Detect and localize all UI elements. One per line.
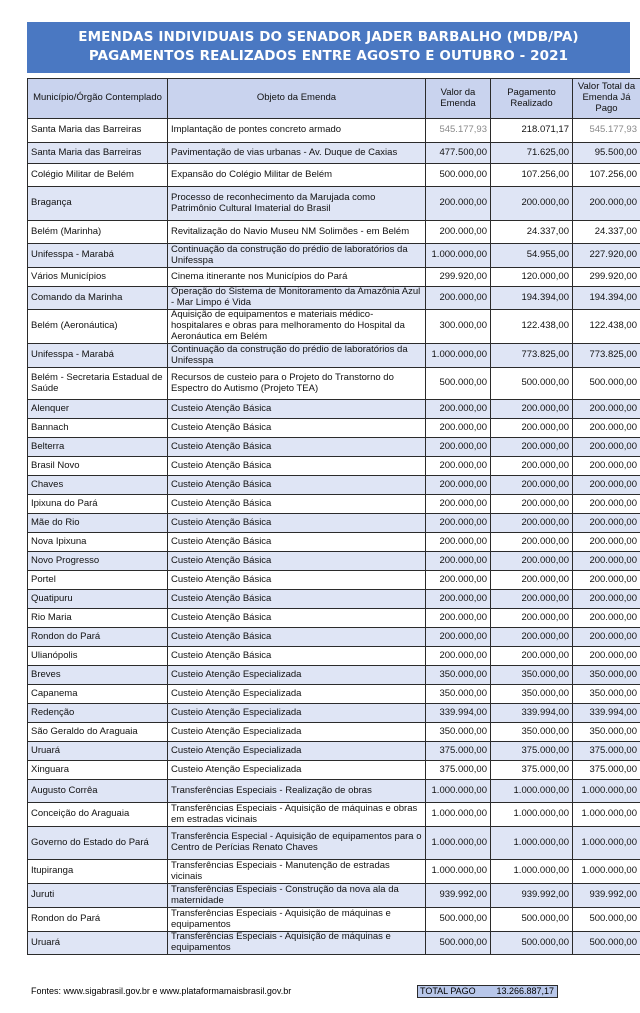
cell-total-pago: 200.000,00: [573, 609, 640, 628]
cell-valor-emenda: 339.994,00: [426, 704, 491, 723]
title-line-2: PAGAMENTOS REALIZADOS ENTRE AGOSTO E OUTUBRO - 2021: [88, 48, 569, 64]
cell-total-pago: 1.000.000,00: [573, 780, 640, 803]
cell-municipio: Mãe do Rio: [28, 514, 168, 533]
cell-objeto: Expansão do Colégio Militar de Belém: [168, 164, 426, 187]
cell-total-pago: 200.000,00: [573, 419, 640, 438]
cell-pagamento: 194.394,00: [491, 287, 573, 310]
cell-valor-emenda: 200.000,00: [426, 287, 491, 310]
cell-total-pago: 200.000,00: [573, 400, 640, 419]
cell-total-pago: 500.000,00: [573, 908, 640, 932]
cell-municipio: Belém (Aeronáutica): [28, 310, 168, 344]
table-row: [28, 666, 640, 685]
cell-objeto: Custeio Atenção Básica: [168, 590, 426, 609]
cell-total-pago: 350.000,00: [573, 666, 640, 685]
table-row: [28, 860, 640, 884]
cell-municipio: Brasil Novo: [28, 457, 168, 476]
cell-total-pago: 350.000,00: [573, 685, 640, 704]
cell-valor-emenda: 350.000,00: [426, 666, 491, 685]
cell-objeto: Custeio Atenção Especializada: [168, 666, 426, 685]
cell-objeto: Custeio Atenção Básica: [168, 495, 426, 514]
table-row: [28, 287, 640, 310]
cell-valor-emenda: 200.000,00: [426, 609, 491, 628]
cell-municipio: Belém (Marinha): [28, 221, 168, 244]
cell-valor-emenda: 1.000.000,00: [426, 827, 491, 860]
cell-total-pago: 200.000,00: [573, 533, 640, 552]
cell-municipio: Bannach: [28, 419, 168, 438]
cell-objeto: Pavimentação de vias urbanas - Av. Duque de Caxias: [168, 143, 426, 164]
table-row: [28, 514, 640, 533]
cell-pagamento: 54.955,00: [491, 244, 573, 268]
table-row: [28, 742, 640, 761]
cell-objeto: Custeio Atenção Básica: [168, 609, 426, 628]
cell-valor-emenda: 500.000,00: [426, 908, 491, 932]
title-banner: [27, 22, 630, 73]
cell-valor-emenda: 200.000,00: [426, 419, 491, 438]
cell-valor-emenda: 200.000,00: [426, 221, 491, 244]
cell-municipio: Unifesspa - Marabá: [28, 244, 168, 268]
cell-valor-emenda: 200.000,00: [426, 495, 491, 514]
cell-total-pago: 500.000,00: [573, 932, 640, 955]
cell-municipio: Novo Progresso: [28, 552, 168, 571]
table-row: [28, 119, 640, 143]
cell-objeto: Custeio Atenção Básica: [168, 457, 426, 476]
cell-objeto: Custeio Atenção Básica: [168, 571, 426, 590]
cell-pagamento: 71.625,00: [491, 143, 573, 164]
cell-pagamento: 773.825,00: [491, 344, 573, 368]
cell-valor-emenda: 375.000,00: [426, 742, 491, 761]
cell-pagamento: 200.000,00: [491, 419, 573, 438]
cell-total-pago: 107.256,00: [573, 164, 640, 187]
total-pago-value: 13.266.887,17: [496, 986, 554, 996]
cell-total-pago: 200.000,00: [573, 476, 640, 495]
cell-municipio: Quatipuru: [28, 590, 168, 609]
table-row: [28, 884, 640, 908]
cell-objeto: Custeio Atenção Básica: [168, 647, 426, 666]
cell-objeto: Custeio Atenção Especializada: [168, 761, 426, 780]
cell-municipio: Unifesspa - Marabá: [28, 344, 168, 368]
table-row: [28, 704, 640, 723]
cell-valor-emenda: 500.000,00: [426, 368, 491, 400]
table-row: [28, 803, 640, 827]
title-line-1: EMENDAS INDIVIDUAIS DO SENADOR JADER BARBALHO (MDB/PA): [78, 29, 579, 45]
cell-valor-emenda: 500.000,00: [426, 164, 491, 187]
emendas-table: [27, 78, 640, 955]
cell-objeto: Transferências Especiais - Aquisição de máquinas e equipamentos: [168, 908, 426, 932]
cell-municipio: Conceição do Araguaia: [28, 803, 168, 827]
cell-total-pago: 24.337,00: [573, 221, 640, 244]
cell-total-pago: 200.000,00: [573, 647, 640, 666]
cell-valor-emenda: 200.000,00: [426, 457, 491, 476]
cell-valor-emenda: 350.000,00: [426, 723, 491, 742]
table-row: [28, 723, 640, 742]
cell-valor-emenda: 200.000,00: [426, 187, 491, 221]
table-row: [28, 685, 640, 704]
cell-pagamento: 350.000,00: [491, 666, 573, 685]
cell-objeto: Custeio Atenção Especializada: [168, 742, 426, 761]
cell-pagamento: 107.256,00: [491, 164, 573, 187]
table-row: [28, 368, 640, 400]
cell-pagamento: 24.337,00: [491, 221, 573, 244]
cell-objeto: Implantação de pontes concreto armado: [168, 119, 426, 143]
table-row: [28, 344, 640, 368]
cell-valor-emenda: 300.000,00: [426, 310, 491, 344]
cell-municipio: Belterra: [28, 438, 168, 457]
cell-valor-emenda: 500.000,00: [426, 932, 491, 955]
col-header-valor: Valor da Emenda: [426, 79, 491, 119]
cell-objeto: Custeio Atenção Especializada: [168, 723, 426, 742]
table-row: [28, 571, 640, 590]
cell-objeto: Custeio Atenção Básica: [168, 514, 426, 533]
cell-municipio: Redenção: [28, 704, 168, 723]
cell-objeto: Custeio Atenção Básica: [168, 400, 426, 419]
cell-pagamento: 200.000,00: [491, 571, 573, 590]
col-header-objeto: Objeto da Emenda: [168, 79, 426, 119]
cell-municipio: Belém - Secretaria Estadual de Saúde: [28, 368, 168, 400]
cell-municipio: Ulianópolis: [28, 647, 168, 666]
cell-pagamento: 200.000,00: [491, 552, 573, 571]
table-row: [28, 221, 640, 244]
col-header-pagamento: Pagamento Realizado: [491, 79, 573, 119]
cell-municipio: Portel: [28, 571, 168, 590]
cell-pagamento: 1.000.000,00: [491, 827, 573, 860]
cell-objeto: Cinema itinerante nos Municípios do Pará: [168, 268, 426, 287]
cell-objeto: Custeio Atenção Básica: [168, 419, 426, 438]
cell-objeto: Operação do Sistema de Monitoramento da Amazônia Azul - Mar Limpo é Vida: [168, 287, 426, 310]
cell-pagamento: 200.000,00: [491, 187, 573, 221]
cell-municipio: Augusto Corrêa: [28, 780, 168, 803]
cell-pagamento: 500.000,00: [491, 908, 573, 932]
cell-pagamento: 500.000,00: [491, 368, 573, 400]
cell-objeto: Custeio Atenção Especializada: [168, 685, 426, 704]
cell-municipio: Comando da Marinha: [28, 287, 168, 310]
cell-pagamento: 200.000,00: [491, 628, 573, 647]
table-row: [28, 143, 640, 164]
cell-municipio: Xinguara: [28, 761, 168, 780]
table-row: [28, 164, 640, 187]
table-row: [28, 932, 640, 955]
cell-valor-emenda: 1.000.000,00: [426, 344, 491, 368]
cell-valor-emenda: 1.000.000,00: [426, 244, 491, 268]
cell-valor-emenda: 350.000,00: [426, 685, 491, 704]
cell-valor-emenda: 1.000.000,00: [426, 803, 491, 827]
cell-pagamento: 200.000,00: [491, 476, 573, 495]
cell-pagamento: 1.000.000,00: [491, 860, 573, 884]
cell-municipio: Uruará: [28, 742, 168, 761]
cell-municipio: Alenquer: [28, 400, 168, 419]
cell-municipio: Nova Ipixuna: [28, 533, 168, 552]
table-header-row: [28, 79, 640, 119]
cell-total-pago: 200.000,00: [573, 628, 640, 647]
cell-valor-emenda: 200.000,00: [426, 438, 491, 457]
cell-objeto: Custeio Atenção Básica: [168, 628, 426, 647]
cell-total-pago: 200.000,00: [573, 187, 640, 221]
table-row: [28, 533, 640, 552]
cell-objeto: Continuação da construção do prédio de laboratórios da Unifesspa: [168, 344, 426, 368]
cell-pagamento: 200.000,00: [491, 609, 573, 628]
cell-valor-emenda: 477.500,00: [426, 143, 491, 164]
cell-pagamento: 200.000,00: [491, 590, 573, 609]
cell-total-pago: 200.000,00: [573, 571, 640, 590]
cell-total-pago: 200.000,00: [573, 590, 640, 609]
cell-total-pago: 375.000,00: [573, 761, 640, 780]
cell-objeto: Transferências Especiais - Aquisição de máquinas e equipamentos: [168, 932, 426, 955]
cell-municipio: Breves: [28, 666, 168, 685]
cell-valor-emenda: 200.000,00: [426, 514, 491, 533]
table-row: [28, 628, 640, 647]
cell-valor-emenda: 200.000,00: [426, 647, 491, 666]
table-row: [28, 457, 640, 476]
sources-note: Fontes: www.sigabrasil.gov.br e www.plataformamaisbrasil.gov.br: [31, 986, 292, 996]
cell-total-pago: 545.177,93: [573, 119, 640, 143]
cell-valor-emenda: 545.177,93: [426, 119, 491, 143]
col-header-municipio: Município/Órgão Contemplado: [28, 79, 168, 119]
table-row: [28, 647, 640, 666]
col-header-total: Valor Total da Emenda Já Pago: [573, 79, 640, 119]
cell-objeto: Aquisição de equipamentos e materiais médico-hospitalares e obras para melhoramento do Hospital da Aeronáutica em Belém: [168, 310, 426, 344]
table-footer: [27, 985, 630, 999]
cell-valor-emenda: 200.000,00: [426, 571, 491, 590]
table-row: [28, 438, 640, 457]
cell-municipio: Juruti: [28, 884, 168, 908]
cell-pagamento: 1.000.000,00: [491, 803, 573, 827]
cell-municipio: Itupiranga: [28, 860, 168, 884]
cell-municipio: Vários Municípios: [28, 268, 168, 287]
table-row: [28, 419, 640, 438]
cell-objeto: Custeio Atenção Especializada: [168, 704, 426, 723]
cell-municipio: Santa Maria das Barreiras: [28, 119, 168, 143]
cell-total-pago: 200.000,00: [573, 514, 640, 533]
cell-municipio: Governo do Estado do Pará: [28, 827, 168, 860]
cell-valor-emenda: 299.920,00: [426, 268, 491, 287]
cell-total-pago: 375.000,00: [573, 742, 640, 761]
cell-total-pago: 773.825,00: [573, 344, 640, 368]
table-row: [28, 310, 640, 344]
cell-total-pago: 350.000,00: [573, 723, 640, 742]
cell-pagamento: 200.000,00: [491, 495, 573, 514]
cell-total-pago: 200.000,00: [573, 438, 640, 457]
cell-objeto: Transferências Especiais - Realização de obras: [168, 780, 426, 803]
cell-total-pago: 227.920,00: [573, 244, 640, 268]
table-row: [28, 908, 640, 932]
cell-total-pago: 194.394,00: [573, 287, 640, 310]
cell-objeto: Transferências Especiais - Manutenção de estradas vicinais: [168, 860, 426, 884]
cell-valor-emenda: 200.000,00: [426, 552, 491, 571]
table-body: [28, 119, 640, 955]
cell-total-pago: 200.000,00: [573, 457, 640, 476]
cell-pagamento: 350.000,00: [491, 685, 573, 704]
total-pago-label: TOTAL PAGO: [420, 986, 476, 996]
cell-municipio: Ipixuna do Pará: [28, 495, 168, 514]
cell-total-pago: 95.500,00: [573, 143, 640, 164]
cell-valor-emenda: 375.000,00: [426, 761, 491, 780]
cell-objeto: Custeio Atenção Básica: [168, 476, 426, 495]
table-row: [28, 609, 640, 628]
cell-municipio: Capanema: [28, 685, 168, 704]
cell-total-pago: 1.000.000,00: [573, 827, 640, 860]
cell-pagamento: 375.000,00: [491, 761, 573, 780]
table-row: [28, 495, 640, 514]
cell-objeto: Revitalização do Navio Museu NM Solimões - em Belém: [168, 221, 426, 244]
cell-municipio: Santa Maria das Barreiras: [28, 143, 168, 164]
table-row: [28, 268, 640, 287]
cell-valor-emenda: 200.000,00: [426, 533, 491, 552]
cell-pagamento: 120.000,00: [491, 268, 573, 287]
cell-pagamento: 200.000,00: [491, 533, 573, 552]
cell-pagamento: 200.000,00: [491, 438, 573, 457]
cell-total-pago: 339.994,00: [573, 704, 640, 723]
cell-total-pago: 500.000,00: [573, 368, 640, 400]
cell-municipio: Chaves: [28, 476, 168, 495]
cell-valor-emenda: 1.000.000,00: [426, 780, 491, 803]
cell-municipio: Uruará: [28, 932, 168, 955]
cell-pagamento: 939.992,00: [491, 884, 573, 908]
cell-municipio: Rondon do Pará: [28, 908, 168, 932]
cell-objeto: Transferência Especial - Aquisição de equipamentos para o Centro de Perícias Renato Chaves: [168, 827, 426, 860]
cell-objeto: Custeio Atenção Básica: [168, 533, 426, 552]
cell-pagamento: 350.000,00: [491, 723, 573, 742]
cell-total-pago: 939.992,00: [573, 884, 640, 908]
cell-objeto: Transferências Especiais - Construção da nova ala da maternidade: [168, 884, 426, 908]
table-row: [28, 400, 640, 419]
cell-objeto: Custeio Atenção Básica: [168, 552, 426, 571]
cell-pagamento: 122.438,00: [491, 310, 573, 344]
cell-total-pago: 200.000,00: [573, 495, 640, 514]
cell-municipio: Rondon do Pará: [28, 628, 168, 647]
table-row: [28, 476, 640, 495]
table-row: [28, 827, 640, 860]
cell-valor-emenda: 200.000,00: [426, 628, 491, 647]
table-row: [28, 552, 640, 571]
table-row: [28, 244, 640, 268]
cell-pagamento: 218.071,17: [491, 119, 573, 143]
cell-objeto: Transferências Especiais - Aquisição de máquinas e obras em estradas vicinais: [168, 803, 426, 827]
cell-pagamento: 200.000,00: [491, 647, 573, 666]
cell-municipio: Bragança: [28, 187, 168, 221]
cell-valor-emenda: 200.000,00: [426, 590, 491, 609]
cell-total-pago: 1.000.000,00: [573, 860, 640, 884]
cell-total-pago: 1.000.000,00: [573, 803, 640, 827]
cell-pagamento: 200.000,00: [491, 400, 573, 419]
cell-valor-emenda: 939.992,00: [426, 884, 491, 908]
cell-objeto: Processo de reconhecimento da Marujada como Patrimônio Cultural Imaterial do Brasil: [168, 187, 426, 221]
cell-objeto: Continuação da construção do prédio de laboratórios da Unifesspa: [168, 244, 426, 268]
cell-pagamento: 200.000,00: [491, 514, 573, 533]
cell-objeto: Custeio Atenção Básica: [168, 438, 426, 457]
cell-pagamento: 375.000,00: [491, 742, 573, 761]
cell-municipio: Colégio Militar de Belém: [28, 164, 168, 187]
cell-pagamento: 500.000,00: [491, 932, 573, 955]
cell-valor-emenda: 1.000.000,00: [426, 860, 491, 884]
cell-pagamento: 200.000,00: [491, 457, 573, 476]
cell-objeto: Recursos de custeio para o Projeto do Transtorno do Espectro do Autismo (Projeto TEA): [168, 368, 426, 400]
table-row: [28, 780, 640, 803]
table-row: [28, 590, 640, 609]
total-pago-box: [417, 985, 558, 998]
cell-pagamento: 1.000.000,00: [491, 780, 573, 803]
cell-pagamento: 339.994,00: [491, 704, 573, 723]
cell-municipio: São Geraldo do Araguaia: [28, 723, 168, 742]
table-row: [28, 761, 640, 780]
cell-valor-emenda: 200.000,00: [426, 476, 491, 495]
cell-total-pago: 122.438,00: [573, 310, 640, 344]
cell-municipio: Rio Maria: [28, 609, 168, 628]
table-row: [28, 187, 640, 221]
cell-total-pago: 200.000,00: [573, 552, 640, 571]
cell-total-pago: 299.920,00: [573, 268, 640, 287]
cell-valor-emenda: 200.000,00: [426, 400, 491, 419]
